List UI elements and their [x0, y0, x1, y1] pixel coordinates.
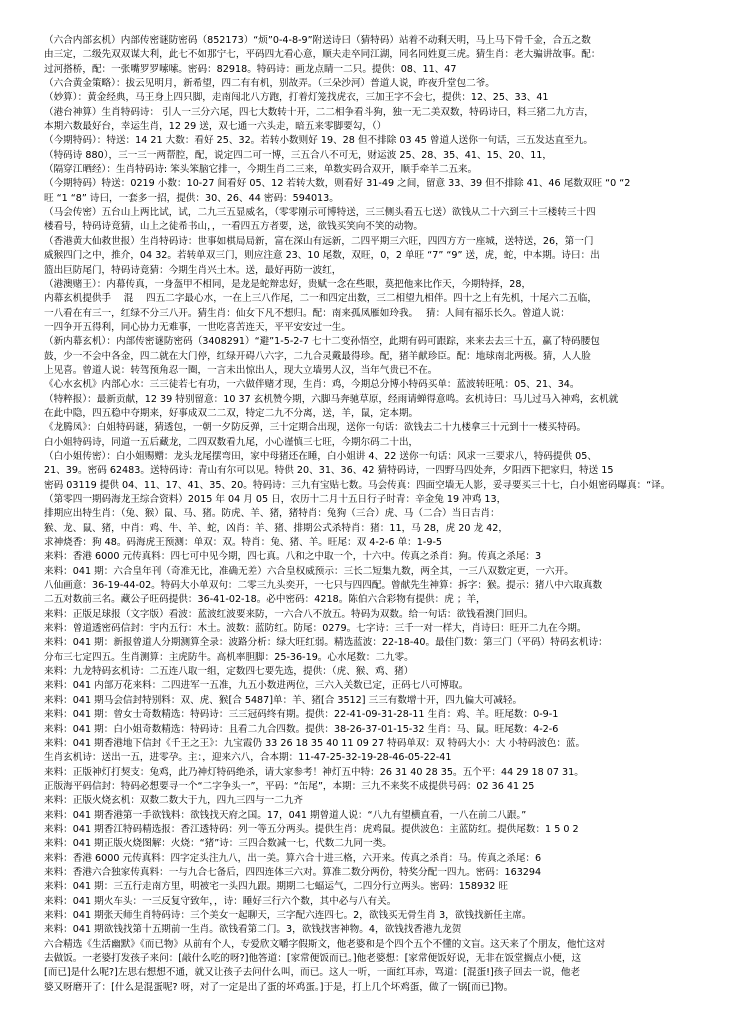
- text-line: 来料：香港六合独家传真料：一与九合七备后，四四连体三六对。算准二数分两份，特奖分配一四九。密码：163294: [44, 866, 542, 878]
- text-line: 来料：041 期正版火烧图解：火烧：“猪”诗：三四合数减一七，代数二九同一类。: [44, 838, 392, 850]
- text-line: 21、39。密码 62483。送特码诗：青山有尔可以见。特供 20、31、36、42 猜特码诗，一四野马四处奔，夕阳西下把家归，特送 15: [44, 465, 614, 477]
- text-line: （妙算）：黄金经典，马王身上四只脚，走南闯北八方跑，打着灯笼找虎衣，三加王字不会七，提供：12、25、33、41: [44, 92, 549, 104]
- text-line: 楼看号，特码诗竟猜，山上之徒希书山，，一看四五方者要，送，欲钱买笑向不笑的动物。: [44, 221, 423, 233]
- text-line: 分布三七定四五。生肖测算：主虎防牛。高机率胆脚：25-36-19。心水尾数：二九零。: [44, 651, 414, 663]
- text-line: 婆又呀磨开了：[什么是混蛋呢? 呀，对了一定是出了蛋的坏鸡蛋。]于是，打上几个坏鸡蛋，做了一锅[而已]物。: [44, 981, 514, 993]
- text-line: 来料：041 期欲钱找第十五期前一生肖。欲钱看第二门。3，欲钱找害神物。4，欲钱找香港九龙贺: [44, 924, 462, 936]
- text-line: （今期特码）特送：0219 小数：10-27 间看好 05、12 若转大数，则看好 31-49 之间，留意 33、39 但不排除 41、46 尾数双旺 “0 “2: [44, 178, 631, 190]
- text-line: [而已]是什么呢?]左思右想想不通，就又让孩子去问什么叫，而已。这人一听，一面红耳赤，骂道：[混蛋!]孩子回去一说，他老: [44, 967, 581, 979]
- text-line: 猴、龙、鼠、猪，中肖：鸡、牛、羊、蛇，凶肖：羊、猪、排期公式杀特肖：猪：11，马 28，虎 20 龙 42，: [44, 522, 508, 534]
- text-line: 来料：香港 6000 元传真料：四字定头注九八，出一美。算六合十进三格，六开来。传真之杀肖：马。传真之杀尾：6: [44, 852, 542, 864]
- text-line: 内幕玄机提供手 混 四五二字最心水，一在上三八作尾，二一和四定出数，三二相望九相伴。四十之上有先机，十尾六二五临，: [44, 293, 597, 305]
- text-line: 本期六数最好台，幸运生肖，12 29 送，双七通一六头走，暗五来零脚要勾，（）: [44, 121, 387, 133]
- text-line: （今期特码）：特送：14 21 大数：看好 25、32。若转小数则好 19、28 但不排除 03 45 曾道人送你一句话，三五发达直至九。: [44, 135, 593, 147]
- text-line: 来料：041 期：三五行走南方里，明被宅一头四九跟。期期二七蝠运气，二四分行立两头。密码：158932 旺: [44, 881, 508, 893]
- text-line: （隔穿江晒经）：生肖特码诗: 笨头笨脑它排一，今期生肖二三来，单数实码合双开，顺手牵羊二五来。: [44, 164, 478, 176]
- text-line: 一四争开五得利，同心协力无难事，一世吃喜苦连天，平平安安过一生。: [44, 321, 351, 333]
- text-line: 来料：曾道透密码信封：宇内五行：木土。波数：蓝防红。防尾：0279。七字诗：三千一对一样大，肖诗曰：旺开二九在今期。: [44, 623, 587, 635]
- text-line: 求神烧香：狗 48。码海虎王预测：单双：双。特肖：兔、猪、羊。旺尾：双 4-2-6 单：1-9-5: [44, 537, 443, 549]
- text-line: （六合内部玄机）内部传密谜防密码（852173）“烦”0-4-8-9”附送诗曰（猜特码）站着不动剩天明，马上马下骨千金，合五之数: [44, 35, 591, 46]
- text-line: （新内幕玄机）：内部传密谜防密码（3408291）“避”1-5-2-7 七十二变孙悟空，此期有码可跟踪，来来去去三十五，赢了特码腰包: [44, 336, 600, 348]
- text-line: 威猴四门之中，推介，04 32。若转单双三门，则应注意 23、10 尾数，双旺，0，2 单旺 “7” “9” 送，虎，蛇，中本期。诗曰：出: [44, 250, 600, 262]
- text-line: （港澳赌王）：内幕传真，一身盔甲不相同，是龙是蛇辩忠好，贵赋一念在些眼，莫把他来比作天，今期特择，28，: [44, 278, 532, 290]
- text-line: 排期应出特生肖：（兔、猴）鼠、马、猪。防虎、羊、猪，猪特肖：兔狗（三合）虎、马（二合）当日吉肖：: [44, 508, 500, 520]
- text-line: 在此中隐，四五稳中夺期来，好事成双二二双，特定二九不分离，送，羊，鼠，定本期。: [44, 407, 419, 419]
- text-line: 来料：041 期：六合皇年刊（奇准无比，准确无差）六合皇权威预示：三长二短集九数，两全其，一三八双数定更，一六开。: [44, 565, 574, 577]
- text-line: 鼓，少一不会中各金，四二就在大门停，红绿开碍八六字，二九合灵戴最得珍。配，猪羊献珍臣。配：地球南北两极。猜，人人脸: [44, 350, 591, 362]
- text-line: 来料：041 内部万花来料：二四进军一五准，九五小数进两位，三六入关数已定，正码七八可博取。: [44, 680, 469, 692]
- text-line: 六合精选《生活幽默》《而已物》从前有个人，专爱欣文嚼字假斯文，他老婆和是个四个五个不懂的文盲。这天来了个朋友，他忙这对: [44, 938, 606, 950]
- text-line: 来料：041 期张天师生肖特码诗：三个美女一起聊天，三字配六连四七。2，欲钱买无骨生肖 3，欲钱找新任主席。: [44, 909, 532, 921]
- text-line: 上见喜。曾道人说：转驾预角忍一圈，一言未出惊出人，现大立墙男人汉，当年气贵已不在。: [44, 364, 438, 376]
- text-line: （第零四一期码海龙王综合资料）2015 年 04 月 05 日，农历十二月十五日行子时青：辛金兔 19 冲鸡 13，: [44, 494, 507, 505]
- text-line: 来料：041 期：新报曾道人分期测算全录：波路分析：绿大旺红弱。精选蓝波：22-18-40。最佳门数：第三门（平码）特码玄机诗：: [44, 637, 608, 649]
- text-line: 篮出巨防尾门，特码诗竟猜：今期生肖兴土木。送，最好再防一波红，: [44, 264, 342, 276]
- text-line: 正版海平码信封：特码必想要寻一个“二字争头一”，平码：“缶尾”，本期：三九不来奖不成提供号码：02 36 41 25: [44, 780, 535, 792]
- text-line: 一八看在有三一，红绿不分三八开。猜生肖：仙女下凡不想归。配：南来孤凤雁如玲我。 猜：人间有福乐长久。曾道人说：: [44, 307, 570, 319]
- text-line: （港台神算）生肖特码诗： 引人一三分六尾，四七大数转十开，二二相争看斗狗，独一无二美双数，特码诗曰，料三猪二九方吉，: [44, 106, 594, 118]
- text-line: 来料：九龙特码玄机诗：二五连八取一组，定数四七要先选，提供：（虎、猴、鸡、猪）: [44, 666, 414, 678]
- text-line: 八仙画意：36-19-44-02。特码大小单双句：二零三九头奕开，一七只与四四配。曾献先生神算：拆字：猴。提示：猪八中六取真数: [44, 580, 603, 592]
- text-line: 来料：041 期香江特码精选报：香江透特码：列一等五分两头。提供生肖：虎鸡鼠。提供波色：主蓝防红。提供尾数：1 5 0 2: [44, 823, 579, 835]
- text-line: 密码 03119 提供 04、11、17、41、35、20。特码诗：三九有宝贴七数。马会传真：四面空墙无人影，妥寻要买三十七，白小姐密码曝真：“译。: [44, 479, 671, 491]
- text-line: 旺 “1 “8” 诗曰，一套多一招，提供：30、26、44 密码：594013。: [44, 192, 339, 204]
- text-line: 《心水玄机》内部心水：三三徒若七有功，一六做伴赌才现，生肖：鸡，今期总分博小特码买单：蓝波转旺吼：05、21、34。: [44, 379, 580, 391]
- text-line: （特粹报）：最新贡献，12 39 特别留意：10 37 玄机赞今期，六脚马奔驰草原，经雨请蝉得意鸣。玄机诗曰：马儿过马入神鸡，玄机就: [44, 393, 619, 405]
- text-line: （特码诗 880），三一三一两帮腔，配，说定四二可一博，三五合八不可无，财运波 25、28、35、41、15、20、11，: [44, 149, 553, 161]
- text-line: （香港黄大仙救世报）生肖特码诗：世事如棋局局新，富在深山有远新，二四平期三六旺，四四方方一座城，送特送，26，第一门: [44, 235, 594, 247]
- text-line: 来料：041 期火车头：一三反复守致年，，诗：睡好三行六个数，其中必与八有关。: [44, 895, 397, 907]
- text-line: 来料：041 期马会信封特别料：双、虎、猴[合 5487]单：羊、猪[合 3512] 三三有数增十开，四九偏大可减轻。: [44, 694, 523, 706]
- text-line: 来料：香港 6000 元传真料：四七可中见今期，四七真。八和之中取一个，十六中。传真之杀肖：狗。传真之杀尾：3: [44, 551, 542, 563]
- text-line: 来料：041 期：白小姐奇数精选：特码诗：且看二九合四数。提供：38-26-37-01-15-32 生肖：马、鼠。旺尾数：4-2-6: [44, 723, 559, 735]
- text-line: 生肖玄机诗：送出一五，进零孕。主：，迎来六八，合本期：11-47-25-32-19-28-46-05-22-41: [44, 752, 452, 764]
- text-line: 来料：041 期香港地下信封《千王之王》：九宝霞仍 33 26 18 35 40 11 09 27 特码单双：双 特码大小：大 小特码波色：蓝。: [44, 737, 586, 749]
- text-line: 《龙腾凤》：白姐特码谜，猜透包，一朝一夕防反弹，三十定期合出现，送你一句话：欲钱去二十九楼拿三十元到十一楼买特码。: [44, 422, 587, 434]
- text-line: 二五对数前三名。藏公子旺码提供：36-41-02-18。必中密码：4218。陈伯六合彩物有提供：虎 ；羊，: [44, 594, 486, 606]
- text-line: 去做饭。一老婆打发孩子来问：[敲什么吃的呀?]他答道：[家常便饭而已。]他老婆想：[家常便饭好说，无非在饭堂搁点小便，这: [44, 953, 582, 964]
- text-line: （马会传密）五台山上两比试，试，二九三五显威名，（零零刚示可博特送，三三侧头看五七送）欲钱从二十六到三十三楼转三十四: [44, 207, 596, 219]
- text-line: 过河搭桥，配：一张嘴罗罗嗦嗦。密码：82918。特码诗：画龙点睛一二只。提供：08、11、47: [44, 63, 457, 75]
- text-line: 来料：041 期：曾女士奇数精选：特码诗：三三冠码终有期。提供：22-41-09-31-28-11 生肖：鸡、羊。旺尾数：0-9-1: [44, 709, 559, 721]
- text-line: （六合黄金策略）：拔云见明月，新希望，四二有有机，别故弄。（三朵沙河）普道人说，昨夜升堂包二爷。: [44, 78, 495, 90]
- text-line: 白小姐特码诗，同道一五后藏龙，二四双数看九尾，小心谨慎三七旺，今期尔码二十出，: [44, 436, 419, 448]
- text-line: 来料：041 期香港第一手欲钱料：欲钱找天府之国。17，041 期曾道人说：“八九有望横直看，一八在前二八跟。”: [44, 809, 527, 821]
- text-line: 由三定，二级先双双谋大利，此七不如那宁七，平码四尢看心意，顺夫走卒同江湖，同名同姓夏三虎。猜生肖：老大骗讲故事。配：: [44, 49, 601, 61]
- text-line: 来料：正版火烧玄机：双数二数大于九，四九三四与一二九齐: [44, 795, 304, 807]
- text-line: （白小姐传密）：白小姐赐赠：龙头龙尾摆弯田，家中母猪还在睡，白小姐讲 4、22 送你一句话：风求一三要求八，特码提供 05、: [44, 450, 597, 462]
- text-line: 来料：正版足球报（文字版）看波：蓝波红波要来防，一六合八不放五。特码为双数。给一句话：欲钱看澳门回归。: [44, 608, 534, 620]
- text-line: 来料：正版神灯打契支：兔鸡，此乃神灯特码绝杀，请大家参考！神灯五中特：26 31 40 28 35。五个平：44 29 18 07 31。: [44, 766, 584, 778]
